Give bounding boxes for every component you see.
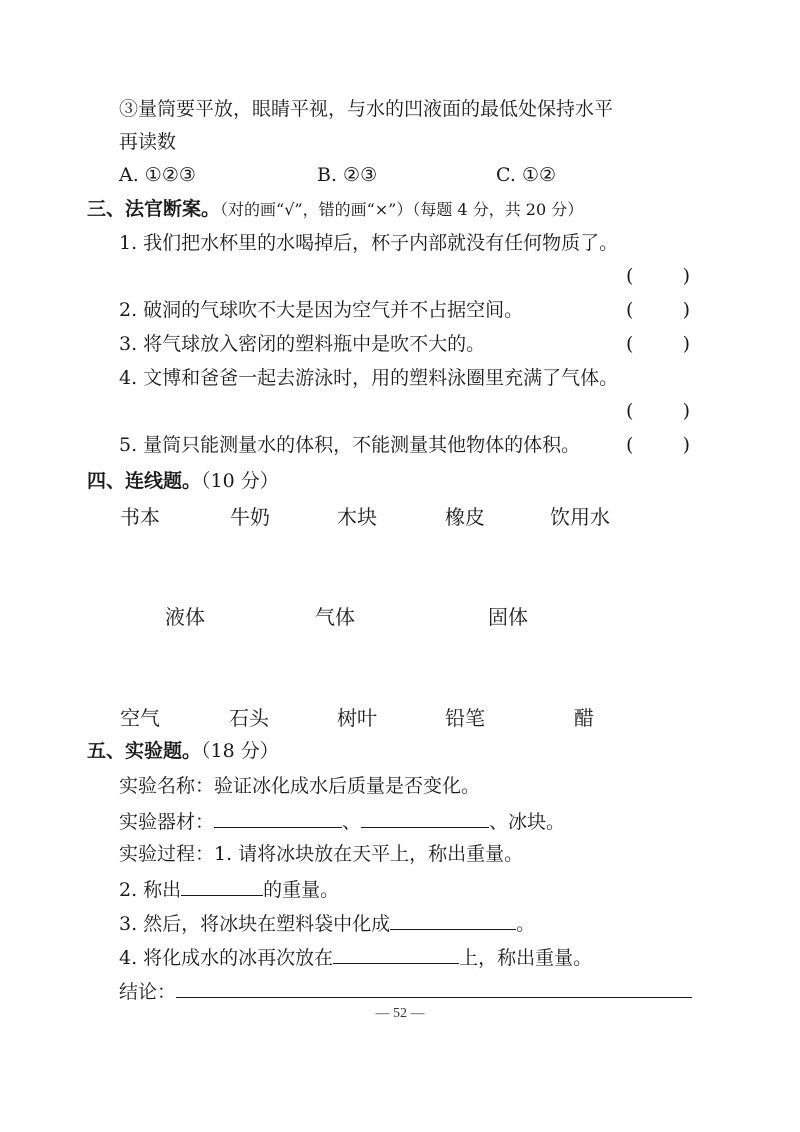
- step-2-blank[interactable]: [181, 877, 263, 896]
- step-3-blank[interactable]: [390, 911, 516, 930]
- section-4-title: [87, 470, 279, 493]
- match-category[interactable]: 气体: [315, 605, 355, 629]
- match-bottom-item[interactable]: 石头: [229, 706, 269, 730]
- match-bottom-item[interactable]: 空气: [120, 706, 160, 730]
- experiment-name: 实验名称：验证冰化成水后质量是否变化。: [119, 775, 481, 797]
- section-5-score: （18 分）: [201, 740, 279, 762]
- match-category[interactable]: 液体: [165, 605, 205, 629]
- match-bottom-item[interactable]: 醋: [574, 706, 594, 730]
- equipment-blank-2[interactable]: [361, 809, 489, 828]
- match-bottom-item[interactable]: 树叶: [337, 706, 377, 730]
- answer-paren-2[interactable]: ( ): [626, 299, 690, 321]
- option-3-line-2: 再读数: [119, 131, 177, 153]
- page-number: — 52 —: [375, 1006, 425, 1021]
- judge-item-3: 3. 将气球放入密闭的塑料瓶中是吹不大的。: [119, 333, 486, 355]
- experiment-step-3: 3. 然后，将冰块在塑料袋中化成 。: [119, 913, 536, 935]
- match-bottom-item[interactable]: 铅笔: [445, 706, 485, 730]
- match-top-item[interactable]: 饮用水: [550, 505, 610, 529]
- section-3-hint: （对的画“√”，错的画“×”）（每题 4 分，共 20 分）: [220, 200, 584, 219]
- answer-paren-4[interactable]: ( ): [626, 400, 690, 422]
- match-top-item[interactable]: 木块: [337, 505, 377, 529]
- choice-c: C. ①②: [496, 164, 557, 186]
- step-4-blank[interactable]: [333, 945, 459, 964]
- match-top-item[interactable]: 橡皮: [445, 505, 485, 529]
- equipment-blank-1[interactable]: [214, 809, 342, 828]
- judge-item-5: 5. 量筒只能测量水的体积，不能测量其他物体的体积。: [119, 434, 581, 456]
- option-3-line-1: ③量筒要平放，眼睛平视，与水的凹液面的最低处保持水平: [119, 98, 614, 120]
- match-top-item[interactable]: 牛奶: [230, 505, 270, 529]
- section-4-heading: 四、连线题。: [87, 470, 202, 492]
- section-5-heading: 五、实验题。: [87, 740, 202, 762]
- section-4-score: （10 分）: [201, 470, 279, 492]
- experiment-equipment: 实验器材： 、 、冰块。: [119, 811, 566, 833]
- judge-item-1: 1. 我们把水杯里的水喝掉后，杯子内部就没有任何物质了。: [119, 232, 619, 254]
- experiment-process: 实验过程：1. 请将冰块放在天平上，称出重量。: [119, 843, 524, 865]
- experiment-step-4: 4. 将化成水的冰再次放在 上，称出重量。: [119, 947, 593, 969]
- answer-paren-3[interactable]: ( ): [626, 333, 690, 355]
- judge-item-4: 4. 文博和爸爸一起去游泳时，用的塑料泳圈里充满了气体。: [119, 367, 619, 389]
- choice-a: A. ①②③: [119, 164, 196, 186]
- judge-item-2: 2. 破洞的气球吹不大是因为空气并不占据空间。: [119, 299, 524, 321]
- match-category[interactable]: 固体: [488, 605, 528, 629]
- conclusion-blank[interactable]: [176, 979, 692, 998]
- answer-paren-5[interactable]: ( ): [626, 434, 690, 456]
- section-3-heading: 三、法官断案。: [87, 198, 221, 220]
- experiment-step-2: 2. 称出 的重量。: [119, 879, 340, 901]
- answer-paren-1[interactable]: ( ): [626, 265, 690, 287]
- section-5-title: [87, 740, 279, 763]
- section-3-title: [87, 198, 583, 221]
- choice-b: B. ②③: [317, 164, 378, 186]
- match-top-item[interactable]: 书本: [120, 505, 160, 529]
- experiment-conclusion: 结论：: [119, 979, 692, 1004]
